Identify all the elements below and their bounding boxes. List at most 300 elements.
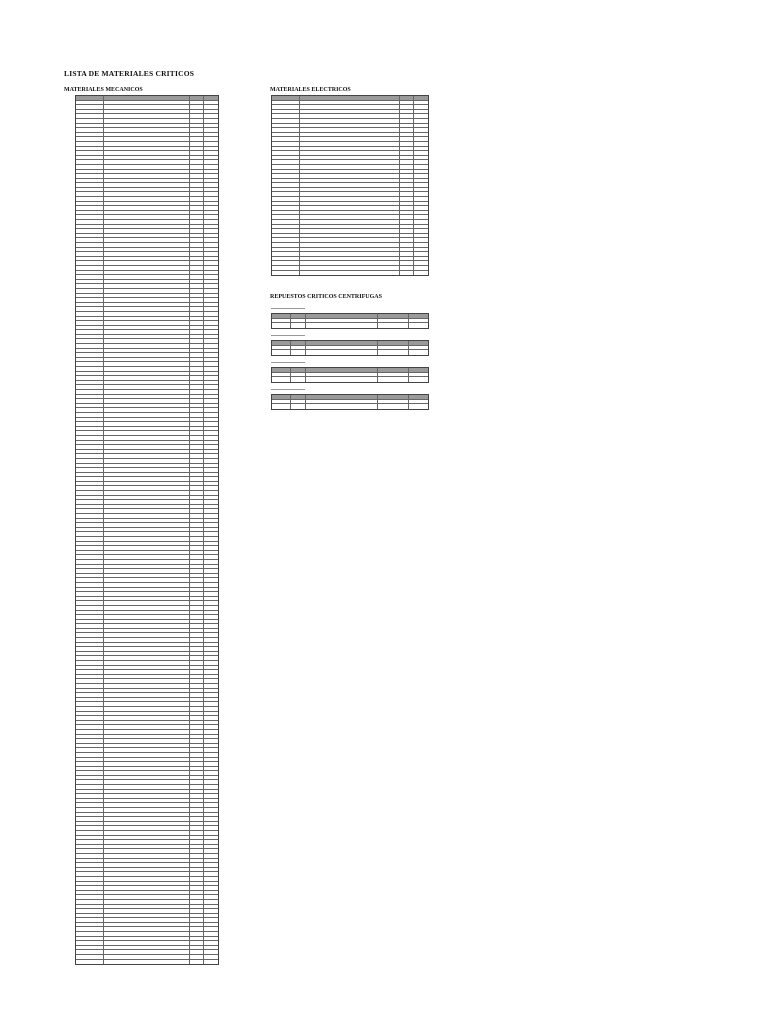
table-cell <box>104 482 189 486</box>
table-cell <box>190 436 204 440</box>
table-cell <box>190 528 204 532</box>
table-cell <box>190 744 204 748</box>
table-cell <box>76 689 104 693</box>
table-cell <box>272 319 291 323</box>
table-cell <box>76 840 104 844</box>
table-cell <box>204 611 218 615</box>
table-cell <box>76 101 104 105</box>
table-cell <box>204 105 218 109</box>
table-cell <box>378 346 409 350</box>
table-cell <box>104 261 189 265</box>
table-cell <box>204 110 218 114</box>
table-cell <box>104 514 189 518</box>
table-cell <box>190 905 204 909</box>
table-cell <box>76 946 104 950</box>
table-cell <box>190 546 204 550</box>
table-cell <box>204 780 218 784</box>
table-cell <box>104 137 189 141</box>
table-cell <box>104 390 189 394</box>
table-cell <box>204 872 218 876</box>
table-cell <box>76 381 104 385</box>
table-cell <box>300 110 400 114</box>
table-row <box>272 377 428 382</box>
table-cell <box>76 275 104 279</box>
table-cell <box>204 202 218 206</box>
table-cell <box>272 160 300 164</box>
table-cell <box>204 560 218 564</box>
table-cell <box>190 395 204 399</box>
table-cell <box>190 335 204 339</box>
table-cell <box>204 307 218 311</box>
table-cell <box>190 872 204 876</box>
table-cell <box>190 574 204 578</box>
table-cell <box>76 882 104 886</box>
table-cell <box>190 849 204 853</box>
table-cell <box>190 101 204 105</box>
table-cell <box>104 776 189 780</box>
table-cell <box>104 464 189 468</box>
table-cell <box>190 229 204 233</box>
table-cell <box>76 156 104 160</box>
table-cell <box>190 629 204 633</box>
table-cell <box>190 344 204 348</box>
table-cell <box>272 142 300 146</box>
table-cell <box>190 124 204 128</box>
table-cell <box>104 877 189 881</box>
centrifuga-subtitle-4 <box>271 386 305 390</box>
table-cell <box>204 496 218 500</box>
table-cell <box>272 368 291 372</box>
table-cell <box>190 252 204 256</box>
table-cell <box>76 197 104 201</box>
table-cell <box>190 794 204 798</box>
table-cell <box>76 918 104 922</box>
table-cell <box>414 165 428 169</box>
table-cell <box>414 252 428 256</box>
table-cell <box>76 932 104 936</box>
table-cell <box>104 229 189 233</box>
table-cell <box>190 454 204 458</box>
table-cell <box>104 891 189 895</box>
table-cell <box>190 946 204 950</box>
table-cell <box>414 96 428 100</box>
table-cell <box>190 197 204 201</box>
table-cell <box>414 243 428 247</box>
table-cell <box>414 110 428 114</box>
table-cell <box>104 321 189 325</box>
table-cell <box>190 431 204 435</box>
table-cell <box>272 197 300 201</box>
table-cell <box>190 183 204 187</box>
table-cell <box>204 418 218 422</box>
table-cell <box>272 261 300 265</box>
table-cell <box>204 914 218 918</box>
table-cell <box>76 698 104 702</box>
table-cell <box>104 372 189 376</box>
table-cell <box>300 252 400 256</box>
table-cell <box>104 399 189 403</box>
table-cell <box>76 445 104 449</box>
table-cell <box>76 362 104 366</box>
table-cell <box>300 243 400 247</box>
table-row <box>272 404 428 409</box>
table-cell <box>104 767 189 771</box>
table-cell <box>204 909 218 913</box>
table-cell <box>300 128 400 132</box>
table-cell <box>300 266 400 270</box>
table-cell <box>190 422 204 426</box>
table-cell <box>104 670 189 674</box>
table-cell <box>204 335 218 339</box>
table-cell <box>204 826 218 830</box>
table-cell <box>204 620 218 624</box>
table-cell <box>76 790 104 794</box>
table-cell <box>104 569 189 573</box>
table-cell <box>190 257 204 261</box>
table-cell <box>204 454 218 458</box>
table-cell <box>190 523 204 527</box>
table-cell <box>104 344 189 348</box>
table-cell <box>76 785 104 789</box>
table-cell <box>204 372 218 376</box>
table-cell <box>204 137 218 141</box>
table-cell <box>76 496 104 500</box>
table-cell <box>400 124 414 128</box>
table-cell <box>76 592 104 596</box>
table-cell <box>190 275 204 279</box>
table-cell <box>190 652 204 656</box>
table-cell <box>204 142 218 146</box>
table-cell <box>76 321 104 325</box>
table-cell <box>190 698 204 702</box>
table-cell <box>76 289 104 293</box>
table-cell <box>190 670 204 674</box>
table-cell <box>190 298 204 302</box>
table-cell <box>190 202 204 206</box>
table-cell <box>104 289 189 293</box>
table-cell <box>104 211 189 215</box>
table-cell <box>104 872 189 876</box>
table-cell <box>204 427 218 431</box>
table-cell <box>306 395 378 399</box>
table-cell <box>76 280 104 284</box>
table-cell <box>204 615 218 619</box>
table-cell <box>76 183 104 187</box>
table-row <box>76 960 218 965</box>
table-cell <box>190 937 204 941</box>
table-cell <box>272 119 300 123</box>
table-cell <box>204 101 218 105</box>
table-cell <box>291 377 307 382</box>
table-cell <box>104 133 189 137</box>
section-title-mecanicos: MATERIALES MECANICOS <box>64 87 143 93</box>
table-cell <box>272 114 300 118</box>
table-cell <box>190 923 204 927</box>
table-cell <box>76 817 104 821</box>
table-cell <box>76 794 104 798</box>
table-cell <box>104 248 189 252</box>
table-cell <box>204 666 218 670</box>
table-cell <box>76 730 104 734</box>
table-cell <box>190 211 204 215</box>
table-cell <box>204 445 218 449</box>
table-cell <box>104 854 189 858</box>
table-cell <box>414 248 428 252</box>
table-cell <box>204 601 218 605</box>
table-cell <box>204 840 218 844</box>
table-cell <box>190 500 204 504</box>
table-cell <box>76 955 104 959</box>
table-cell <box>272 238 300 242</box>
table-cell <box>104 601 189 605</box>
table-cell <box>190 418 204 422</box>
table-cell <box>104 633 189 637</box>
table-cell <box>400 211 414 215</box>
table-cell <box>104 183 189 187</box>
table-cell <box>204 767 218 771</box>
table-cell <box>104 330 189 334</box>
table-cell <box>190 491 204 495</box>
table-cell <box>414 119 428 123</box>
table-cell <box>76 836 104 840</box>
table-cell <box>204 266 218 270</box>
table-cell <box>104 624 189 628</box>
table-cell <box>104 441 189 445</box>
table-cell <box>76 110 104 114</box>
table-cell <box>190 339 204 343</box>
table-cell <box>76 574 104 578</box>
table-cell <box>204 583 218 587</box>
table-cell <box>414 160 428 164</box>
table-cell <box>204 339 218 343</box>
table-cell <box>204 211 218 215</box>
table-cell <box>190 941 204 945</box>
table-cell <box>76 578 104 582</box>
table-cell <box>104 702 189 706</box>
table-cell <box>400 128 414 132</box>
table-cell <box>300 96 400 100</box>
table-cell <box>204 353 218 357</box>
table-cell <box>190 496 204 500</box>
table-cell <box>190 532 204 536</box>
table-cell <box>76 147 104 151</box>
table-cell <box>76 611 104 615</box>
table-cell <box>190 248 204 252</box>
table-cell <box>104 353 189 357</box>
table-cell <box>104 128 189 132</box>
table-cell <box>204 509 218 513</box>
table-cell <box>204 298 218 302</box>
table-cell <box>190 170 204 174</box>
table-cell <box>204 381 218 385</box>
table-cell <box>204 693 218 697</box>
table-cell <box>76 464 104 468</box>
table-cell <box>190 932 204 936</box>
table-cell <box>76 243 104 247</box>
table-cell <box>272 400 291 404</box>
table-cell <box>414 229 428 233</box>
table-cell <box>204 390 218 394</box>
table-cell <box>204 482 218 486</box>
table-cell <box>104 509 189 513</box>
table-cell <box>300 229 400 233</box>
table-cell <box>204 312 218 316</box>
table-cell <box>76 307 104 311</box>
table-cell <box>272 170 300 174</box>
table-cell <box>104 105 189 109</box>
table-cell <box>204 532 218 536</box>
table-cell <box>190 165 204 169</box>
table-cell <box>104 836 189 840</box>
table-cell <box>76 780 104 784</box>
table-cell <box>190 294 204 298</box>
table-cell <box>76 436 104 440</box>
table-cell <box>190 891 204 895</box>
table-cell <box>409 341 428 345</box>
table-cell <box>104 468 189 472</box>
table-cell <box>306 319 378 323</box>
table-cell <box>414 147 428 151</box>
table-cell <box>400 147 414 151</box>
table-cell <box>414 128 428 132</box>
table-cell <box>76 450 104 454</box>
table-cell <box>190 160 204 164</box>
table-cell <box>190 730 204 734</box>
table-cell <box>400 243 414 247</box>
table-cell <box>76 638 104 642</box>
table-cell <box>104 771 189 775</box>
table-cell <box>190 445 204 449</box>
table-cell <box>190 840 204 844</box>
table-cell <box>190 712 204 716</box>
table-cell <box>104 611 189 615</box>
table-cell <box>104 960 189 965</box>
table-cell <box>409 404 428 409</box>
table-cell <box>104 730 189 734</box>
table-cell <box>76 372 104 376</box>
table-cell <box>104 335 189 339</box>
table-cell <box>76 960 104 965</box>
table-cell <box>190 606 204 610</box>
table-cell <box>190 376 204 380</box>
table-cell <box>190 206 204 210</box>
table-cell <box>104 905 189 909</box>
table-cell <box>204 542 218 546</box>
table-cell <box>76 569 104 573</box>
table-cell <box>204 238 218 242</box>
table-row <box>272 323 428 328</box>
table-cell <box>104 822 189 826</box>
table-cell <box>104 317 189 321</box>
table-cell <box>400 151 414 155</box>
table-cell <box>104 376 189 380</box>
table-cell <box>104 551 189 555</box>
table-cell <box>76 427 104 431</box>
table-cell <box>190 482 204 486</box>
table-cell <box>104 349 189 353</box>
table-cell <box>204 905 218 909</box>
table-cell <box>300 179 400 183</box>
table-cell <box>204 459 218 463</box>
table-cell <box>190 689 204 693</box>
table-cell <box>76 601 104 605</box>
table-cell <box>204 716 218 720</box>
table-cell <box>76 160 104 164</box>
table-cell <box>414 156 428 160</box>
table-cell <box>76 303 104 307</box>
table-cell <box>190 803 204 807</box>
table-cell <box>190 601 204 605</box>
table-cell <box>76 656 104 660</box>
table-row <box>272 271 428 276</box>
table-row <box>272 350 428 355</box>
table-cell <box>190 578 204 582</box>
table-cell <box>204 450 218 454</box>
table-cell <box>409 395 428 399</box>
table-cell <box>76 813 104 817</box>
table-cell <box>104 271 189 275</box>
table-cell <box>204 491 218 495</box>
table-cell <box>104 840 189 844</box>
centrifuga-table-4 <box>271 394 429 410</box>
table-cell <box>104 257 189 261</box>
table-cell <box>204 790 218 794</box>
table-cell <box>204 225 218 229</box>
table-cell <box>272 124 300 128</box>
table-cell <box>104 831 189 835</box>
table-cell <box>76 422 104 426</box>
table-cell <box>76 385 104 389</box>
table-cell <box>190 859 204 863</box>
table-cell <box>190 404 204 408</box>
table-cell <box>272 248 300 252</box>
table-cell <box>378 341 409 345</box>
table-cell <box>272 215 300 219</box>
table-cell <box>104 395 189 399</box>
table-cell <box>204 248 218 252</box>
table-cell <box>76 206 104 210</box>
table-cell <box>300 238 400 242</box>
table-cell <box>104 652 189 656</box>
table-cell <box>104 574 189 578</box>
table-cell <box>204 473 218 477</box>
table-cell <box>204 758 218 762</box>
table-cell <box>272 128 300 132</box>
table-cell <box>190 624 204 628</box>
table-cell <box>204 441 218 445</box>
table-cell <box>104 188 189 192</box>
table-cell <box>76 643 104 647</box>
table-cell <box>190 615 204 619</box>
table-cell <box>414 137 428 141</box>
table-cell <box>76 725 104 729</box>
table-cell <box>414 266 428 270</box>
table-cell <box>204 923 218 927</box>
table-cell <box>190 385 204 389</box>
table-cell <box>204 606 218 610</box>
table-cell <box>104 716 189 720</box>
table-cell <box>190 128 204 132</box>
table-cell <box>204 234 218 238</box>
table-cell <box>204 574 218 578</box>
table-cell <box>76 588 104 592</box>
table-cell <box>190 808 204 812</box>
table-cell <box>104 147 189 151</box>
table-cell <box>104 404 189 408</box>
table-cell <box>190 321 204 325</box>
table-cell <box>104 592 189 596</box>
table-cell <box>190 215 204 219</box>
